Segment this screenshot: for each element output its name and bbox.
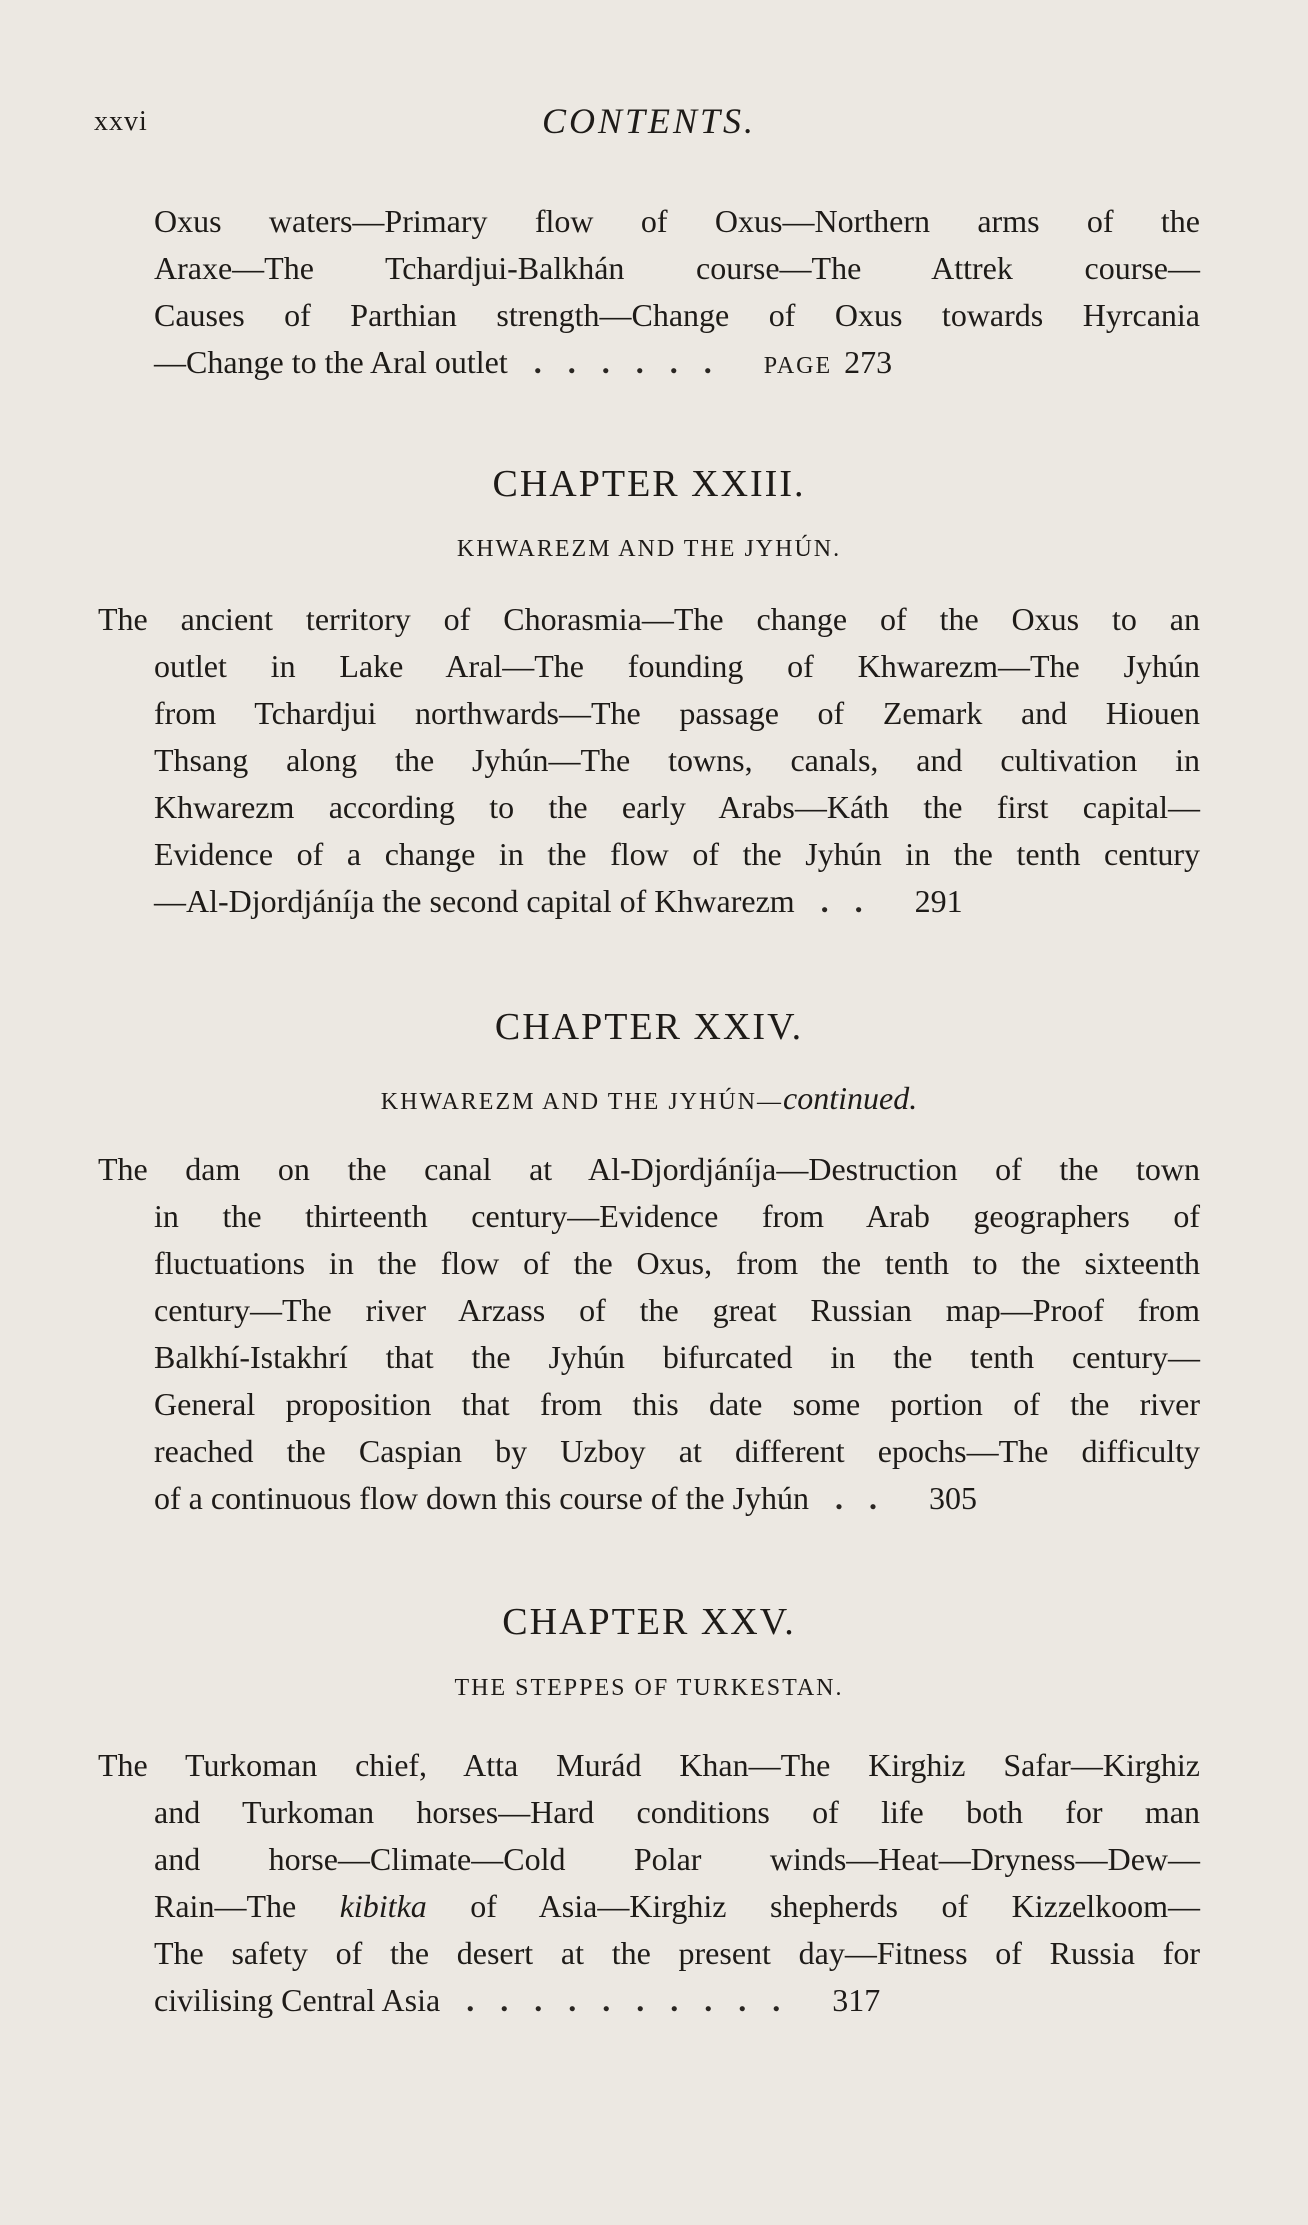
summary-line — [98, 1883, 1200, 1930]
chapter-xxiii-summary — [98, 596, 1200, 925]
summary-line: Causes of Parthian strength—Change of Oxus towards Hyrcania — [154, 297, 1200, 333]
summary-line-text: —Change to the Aral outlet — [154, 344, 508, 380]
summary-line: The Turkoman chief, Atta Murád Khan—The Kirghiz Safar—Kirghiz — [98, 1747, 1200, 1783]
chapter-heading: CHAPTER XXIII. — [492, 463, 806, 505]
summary-line-text: —Al-Djordjáníja the second capital of Khwarezm — [154, 883, 795, 919]
summary-line: The ancient territory of Chorasmia—The change of the Oxus to an — [98, 601, 1200, 637]
page-number: 305 — [929, 1480, 978, 1516]
chapter-xxv-summary — [98, 1742, 1200, 2024]
running-title: CONTENTS. — [541, 101, 757, 141]
dot-leader: ...... — [533, 344, 738, 380]
page-number: 291 — [914, 883, 963, 919]
summary-line: and Turkoman horses—Hard conditions of life both for man — [154, 1794, 1200, 1830]
summary-line: Oxus waters—Primary flow of Oxus—Northern arms of the — [154, 203, 1200, 239]
chapter-heading: CHAPTER XXIV. — [494, 1006, 804, 1048]
page-number: 317 — [832, 1982, 881, 2018]
chapter-title: KHWAREZM AND THE JYHÚN. — [456, 536, 842, 562]
summary-line: in the thirteenth century—Evidence from Arab geographers of — [154, 1198, 1200, 1234]
page-folio: xxvi — [94, 106, 148, 137]
summary-line: fluctuations in the flow of the Oxus, from the tenth to the sixteenth — [154, 1245, 1200, 1281]
dot-leader: .......... — [466, 1982, 807, 2018]
summary-line: reached the Caspian by Uzboy at different epochs—The difficulty — [154, 1433, 1200, 1469]
dot-leader: .. — [835, 1480, 904, 1516]
summary-line: Araxe—The Tchardjui-Balkhán course—The Attrek course— — [154, 250, 1200, 286]
chapter-title — [94, 1080, 1204, 1117]
summary-line: Khwarezm according to the early Arabs—Káth the first capital— — [154, 789, 1200, 825]
page-label: PAGE — [763, 353, 833, 379]
chapter-title: THE STEPPES OF TURKESTAN. — [454, 1675, 844, 1701]
summary-last-line — [98, 878, 1200, 925]
summary-last-line — [98, 1475, 1200, 1522]
chapter-xxii-summary — [98, 198, 1200, 386]
summary-line: and horse—Climate—Cold Polar winds—Heat—Dryness—Dew— — [154, 1841, 1200, 1877]
running-head — [94, 100, 1204, 148]
summary-line-text: civilising Central Asia — [154, 1982, 441, 2018]
summary-last-line — [98, 339, 1200, 386]
summary-line-text: of a continuous flow down this course of the Jyhún — [154, 1480, 810, 1516]
summary-line: General proposition that from this date some portion of the river — [154, 1386, 1200, 1422]
summary-line: from Tchardjui northwards—The passage of Zemark and Hiouen — [154, 695, 1200, 731]
page-number-value: 273 — [844, 344, 893, 380]
page-number — [764, 344, 892, 380]
summary-line: outlet in Lake Aral—The founding of Khwarezm—The Jyhún — [154, 648, 1200, 684]
summary-line: The dam on the canal at Al-Djordjáníja—Destruction of the town — [98, 1151, 1200, 1187]
summary-line-text: Rain—The — [154, 1888, 340, 1924]
summary-line: Balkhí-Istakhrí that the Jyhún bifurcated in the tenth century— — [154, 1339, 1200, 1375]
summary-line-text: of Asia—Kirghiz shepherds of Kizzelkoom— — [426, 1888, 1200, 1924]
summary-line: Evidence of a change in the flow of the Jyhún in the tenth century — [154, 836, 1200, 872]
chapter-xxiv-summary — [98, 1146, 1200, 1522]
italic-term: kibitka — [339, 1888, 427, 1924]
summary-last-line — [98, 1977, 1200, 2024]
chapter-title-text: KHWAREZM AND THE JYHÚN— — [380, 1089, 784, 1115]
dot-leader: .. — [820, 883, 889, 919]
summary-line: century—The river Arzass of the great Russian map—Proof from — [154, 1292, 1200, 1328]
chapter-title-continued: continued. — [783, 1080, 918, 1116]
summary-line: Thsang along the Jyhún—The towns, canals, and cultivation in — [154, 742, 1200, 778]
chapter-heading: CHAPTER XXV. — [502, 1601, 796, 1643]
summary-line: The safety of the desert at the present day—Fitness of Russia for — [154, 1935, 1200, 1971]
